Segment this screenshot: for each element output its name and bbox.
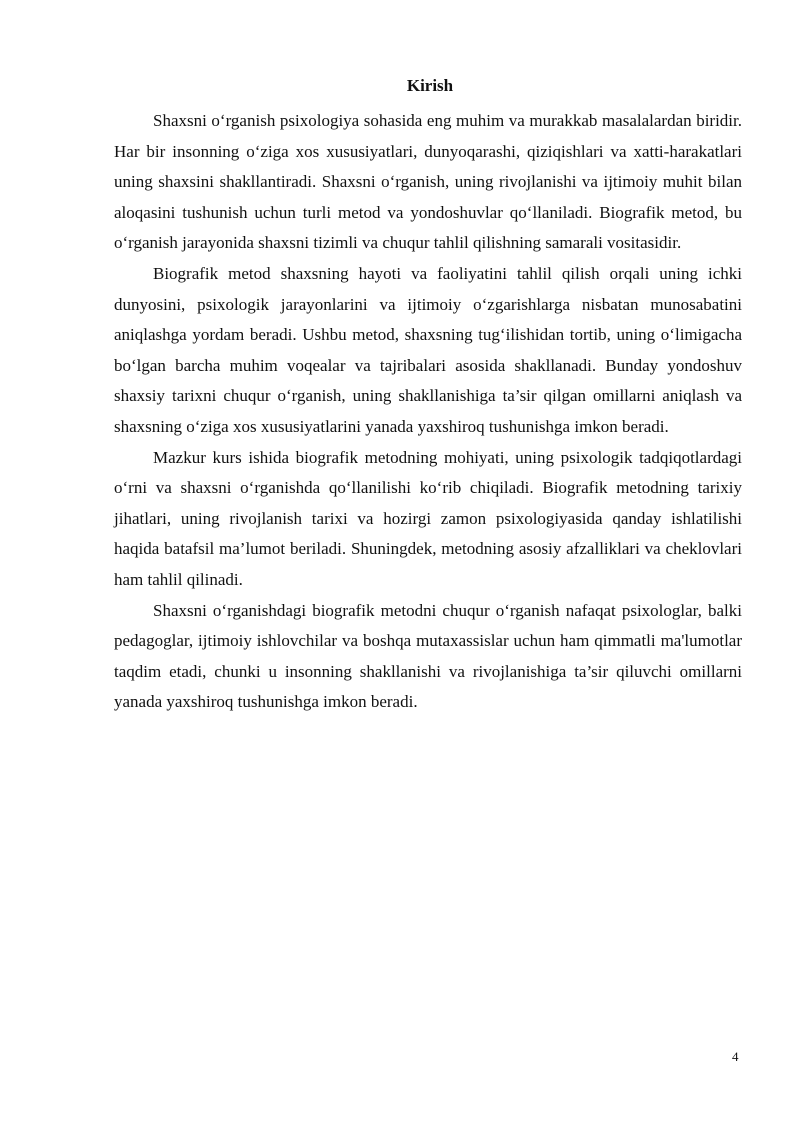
- paragraph-1: Shaxsni o‘rganish psixologiya sohasida eng muhim va murakkab masalalardan biridir. Har bir insonning o‘ziga xos xususiyatlari, dunyoqarashi, qiziqishlari va xatti-harakatlari uning shaxsini shakllantiradi. Shaxsni o‘rganish, uning rivojlanishi va ijtimoiy muhit bilan aloqasini tushunish uchun turli metod va yondoshuvlar qo‘llaniladi. Biografik metod, bu o‘rganish jarayonida shaxsni tizimli va chuqur tahlil qilishning samarali vositasidir.: [114, 111, 742, 253]
- paragraph-2: Biografik metod shaxsning hayoti va faoliyatini tahlil qilish orqali uning ichki dunyosini, psixologik jarayonlarini va ijtimoiy o‘zgarishlarga nisbatan munosabatini aniqlashga yordam beradi. Ushbu metod, shaxsning tug‘ilishidan tortib, uning o‘limigacha bo‘lgan barcha muhim voqealar va tajribalari asosida shakllanadi. Bunday yondoshuv shaxsiy tarixni chuqur o‘rganish, uning shakllanishiga ta’sir qilgan omillarni aniqlash va shaxsning o‘ziga xos xususiyatlarini yanada yaxshiroq tushunishga imkon beradi.: [114, 263, 742, 436]
- section-title: Kirish: [406, 76, 454, 95]
- page-number: 4: [732, 1049, 739, 1064]
- paragraph-4: Shaxsni o‘rganishdagi biografik metodni chuqur o‘rganish nafaqat psixologlar, balki pedagoglar, ijtimoiy ishlovchilar va boshqa mutaxassislar uchun ham qimmatli ma'lumotlar taqdim etadi, chunki u insonning shakllanishi va rivojlanishiga ta’sir qiluvchi omillarni yanada yaxshiroq tushunishga imkon beradi.: [114, 600, 742, 712]
- paragraph-3: Mazkur kurs ishida biografik metodning mohiyati, uning psixologik tadqiqotlardagi o‘rni va shaxsni o‘rganishda qo‘llanilishi ko‘rib chiqiladi. Biografik metodning tarixiy jihatlari, uning rivojlanish tarixi va hozirgi zamon psixologiyasida qanday ishlatilishi haqida batafsil ma’lumot beriladi. Shuningdek, metodning asosiy afzalliklari va cheklovlari ham tahlil qilinadi.: [114, 447, 742, 589]
- body-text: [114, 106, 742, 718]
